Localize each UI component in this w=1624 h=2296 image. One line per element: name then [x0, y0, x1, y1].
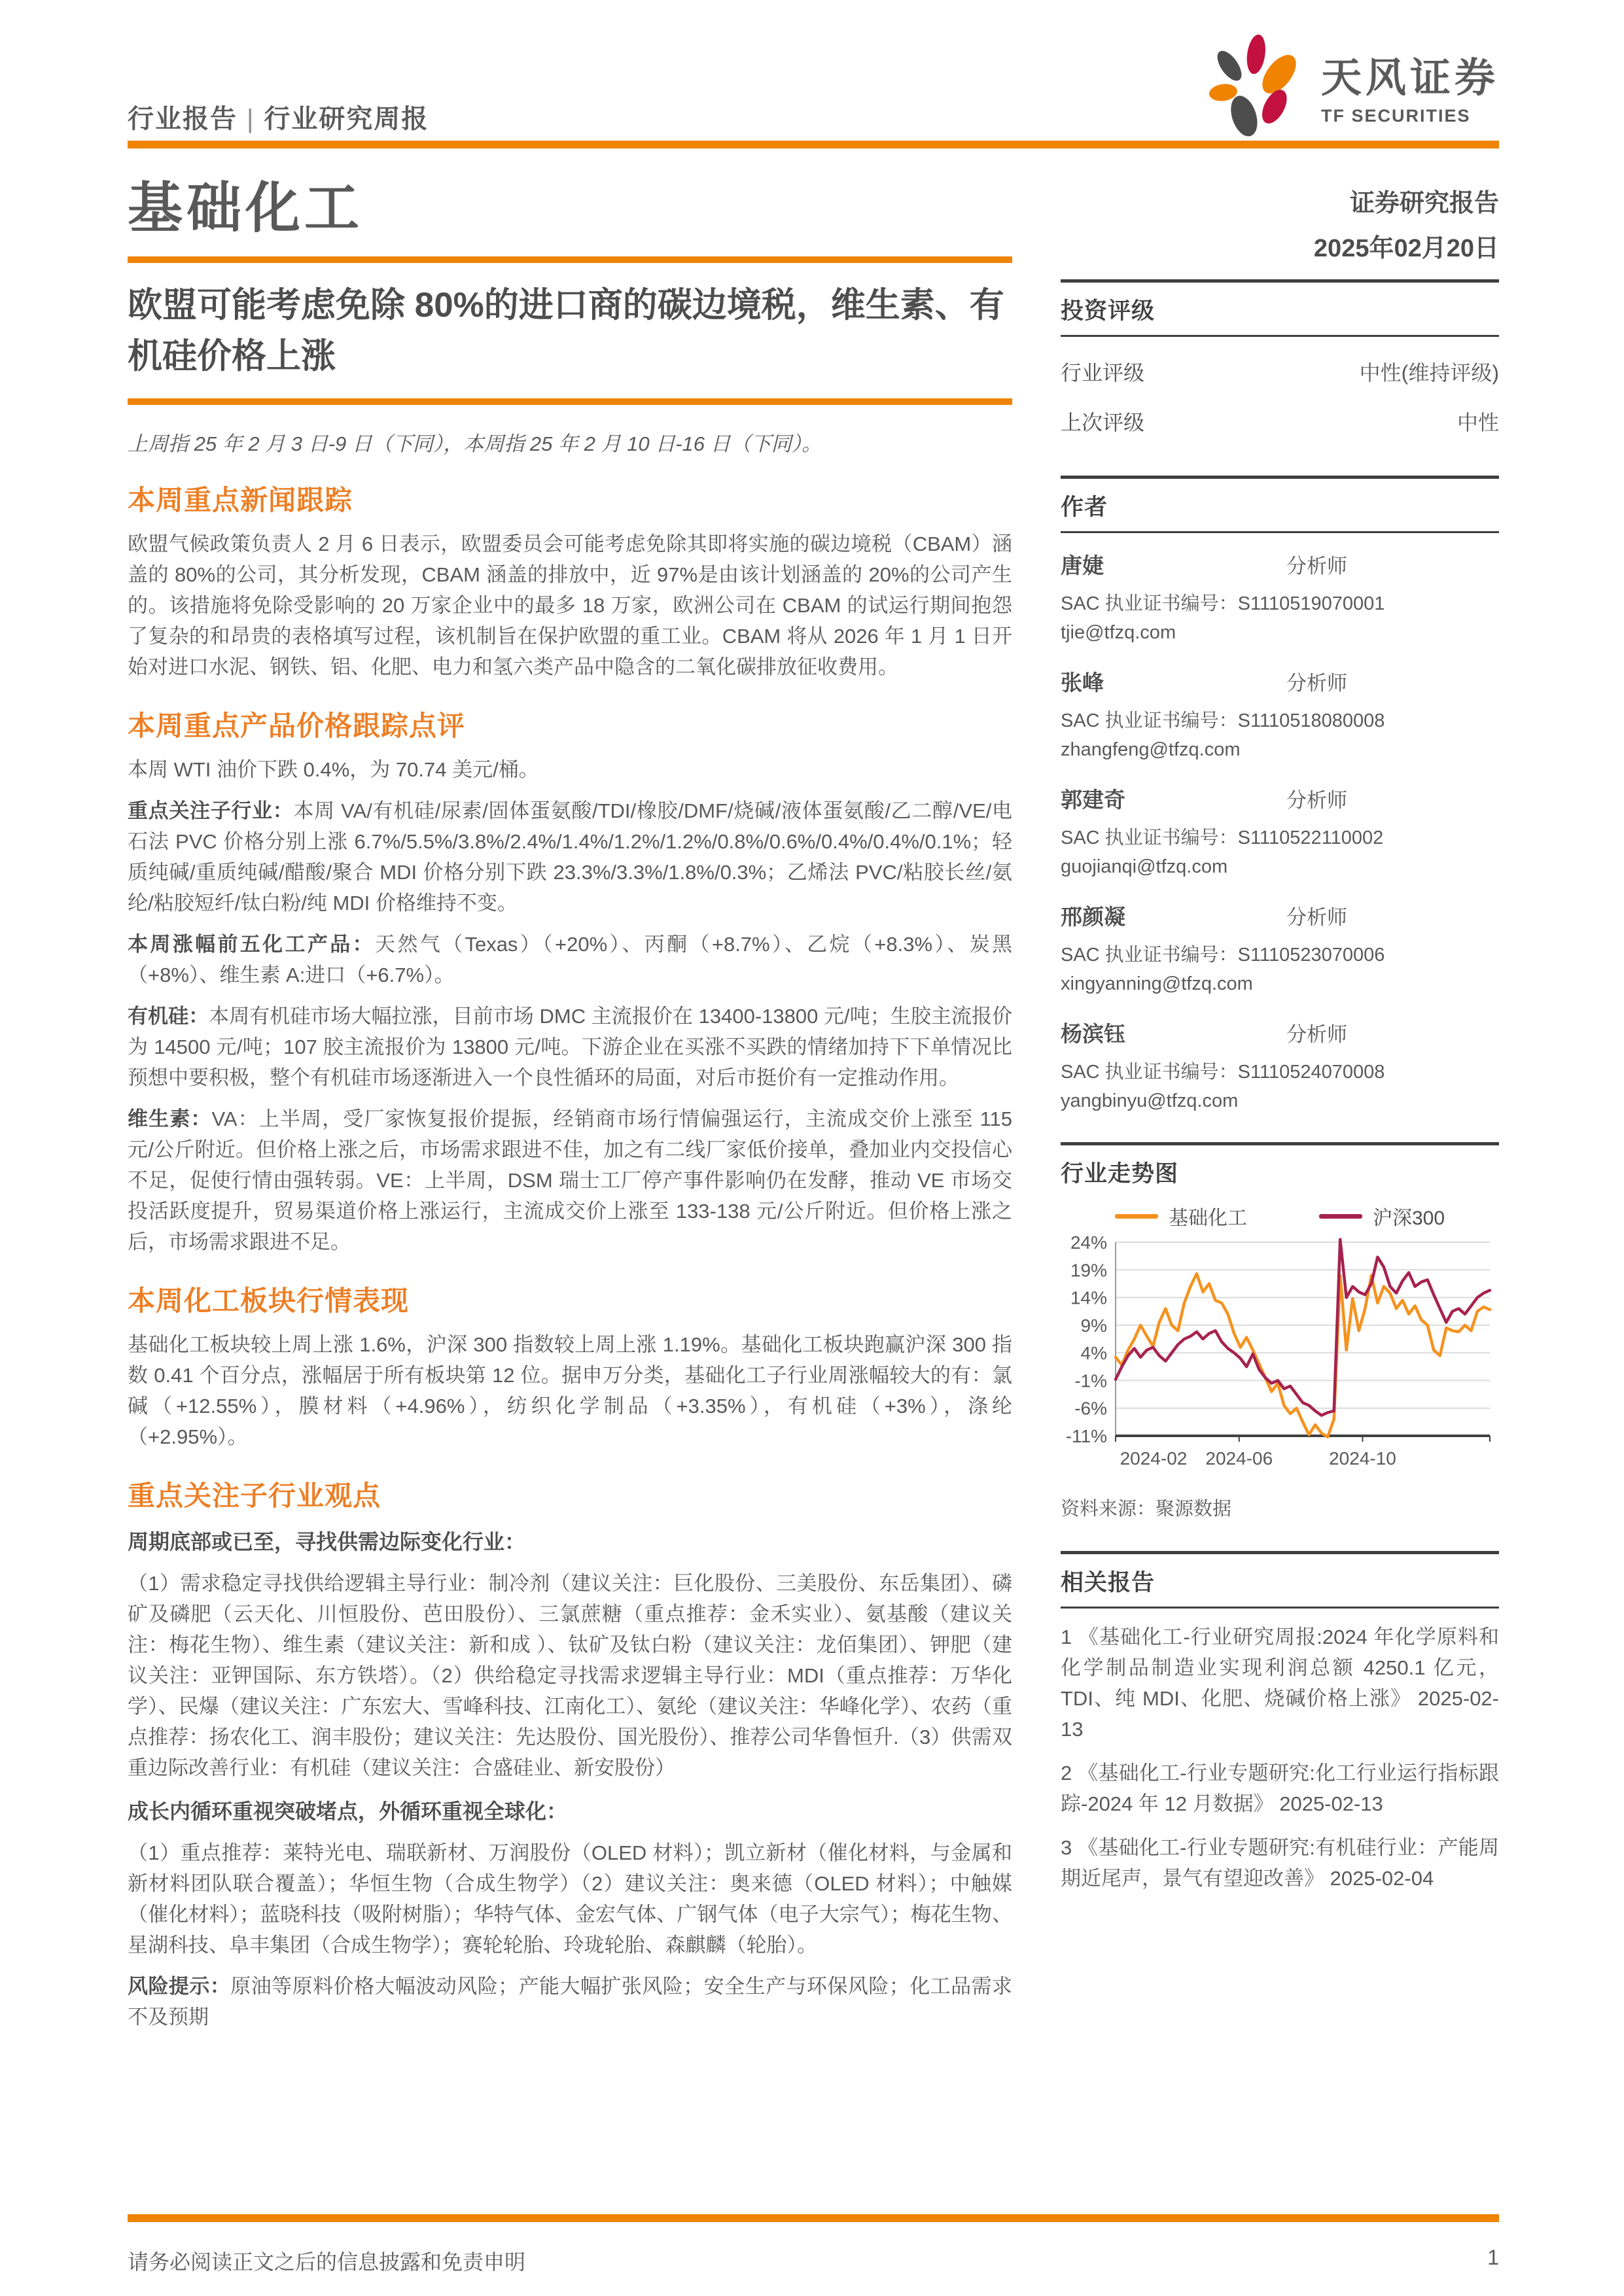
growth-paragraph: （1）重点推荐：莱特光电、瑞联新材、万润股份（OLED 材料）；凯立新材（催化材料，与金属和新材料团队联合覆盖）；华恒生物（合成生物学）（2）建议关注：奥来德（OLED 材料）；中触媒（催化材料）；蓝晓科技（吸附树脂）；华特气体、金宏气体、广钢气体（电子大宗气）；梅花生物、星湖科技、阜丰集团（合成生物学）；赛轮轮胎、玲珑轮胎、森麒麟（轮胎）。: [128, 1841, 1012, 1957]
related-report-link[interactable]: 1 《基础化工-行业研究周报:2024 年化学原料和化学制品制造业实现利润总额 4250.1 亿元，TDI、纯 MDI、化肥、烧碱价格上涨》 2025-02-13: [1061, 1626, 1499, 1741]
section-heading-market: 本周化工板块行情表现: [128, 1285, 410, 1316]
svg-text:2024-10: 2024-10: [1329, 1448, 1396, 1469]
vitamin-lead: 维生素：: [128, 1107, 212, 1130]
risk-lead: 风险提示：: [128, 1974, 231, 1998]
section-heading-views: 重点关注子行业观点: [128, 1480, 381, 1511]
header-rule: [128, 141, 1499, 148]
legend-swatch-chemical: [1115, 1214, 1158, 1219]
author-cert: SAC 执业证书编号：S1110518080008: [1061, 710, 1385, 731]
silicone-paragraph: [128, 1001, 1012, 1093]
author-cert: SAC 执业证书编号：S1110524070008: [1061, 1062, 1385, 1083]
author-email[interactable]: xingyanning@tfzq.com: [1061, 973, 1253, 994]
author-block: [1061, 783, 1499, 878]
author-name: 唐婕: [1061, 553, 1104, 578]
legend-item-csi300: [1319, 1202, 1445, 1230]
kicker-subcategory: 行业研究周报: [264, 105, 429, 133]
author-email[interactable]: tjie@tfzq.com: [1061, 622, 1176, 643]
svg-text:-1%: -1%: [1074, 1370, 1107, 1391]
chart-source: 资料来源：聚源数据: [1061, 1499, 1232, 1520]
silicone-text: 本周有机硅市场大幅拉涨，目前市场 DMC 主流报价在 13400-13800 元/吨；生胶主流报价为 14500 元/吨；107 胶主流报价为 13800 元/吨。下游企业在买涨不买跌的情绪加持下下单情况比预想中要积极，整个有机硅市场逐渐进入一个良性循环的局面，对后市挺价有一定推动作用。: [128, 1004, 1013, 1089]
author-role: 分析师: [1286, 555, 1347, 578]
rating-label: 上次评级: [1061, 411, 1145, 434]
legend-label-chemical: 基础化工: [1168, 1208, 1247, 1229]
market-performance-paragraph: 基础化工板块较上周上涨 1.6%，沪深 300 指数较上周上涨 1.19%。基础化工板块跑赢沪深 300 指数 0.41 个百分点，涨幅居于所有板块第 12 位。据申万分类，基础化工子行业周涨幅较大的有：氯碱（+12.55%），膜材料（+4.96%），纺织化学制品（+3.35%），有机硅（+3%），涤纶（+2.95%）。: [128, 1332, 1012, 1448]
chart-section-title: 行业走势图: [1061, 1161, 1179, 1187]
author-block: [1061, 900, 1499, 995]
author-name: 张峰: [1061, 670, 1104, 695]
period-note: 上周指 25 年 2 月 3 日-9 日（下同），本周指 25 年 2 月 10 日-16 日（下同）。: [128, 432, 822, 455]
svg-text:9%: 9%: [1080, 1315, 1107, 1336]
kicker-category: 行业报告: [128, 105, 238, 133]
author-role: 分析师: [1286, 672, 1347, 695]
rating-table: [1061, 357, 1499, 436]
author-role: 分析师: [1286, 789, 1347, 812]
section-heading-prices: 本周重点产品价格跟踪点评: [128, 710, 466, 741]
cycle-subheading: 周期底部或已至，寻找供需边际变化行业：: [128, 1529, 526, 1554]
rating-label: 行业评级: [1061, 361, 1145, 385]
rating-value: 中性(维持评级): [1359, 361, 1499, 385]
authors-section-title: 作者: [1061, 495, 1108, 520]
industry-title: 基础化工: [128, 177, 364, 239]
sidebar-rule: [1061, 1142, 1499, 1145]
brand-name-en: TF SECURITIES: [1320, 106, 1471, 126]
author-block: [1061, 1017, 1499, 1112]
report-type-label: 证券研究报告: [1349, 190, 1499, 217]
sidebar-rule: [1061, 476, 1499, 479]
flower-logo-icon: [1198, 33, 1308, 138]
main-column: [128, 148, 1012, 2043]
svg-text:2024-02: 2024-02: [1120, 1448, 1188, 1469]
news-paragraph: 欧盟气候政策负责人 2 月 6 日表示，欧盟委员会可能考虑免除其即将实施的碳边境税（CBAM）涵盖的 80%的公司，其分析发现，CBAM 涵盖的排放中，近 97%是由该计划涵盖的 20%的公司产生的。该措施将免除受影响的 20 万家企业中的最多 18 万家，欧洲公司在 CBAM 的试运行期间抱怨了复杂的和昂贵的表格填写过程，该机制旨在保护欧盟的重工业。CBAM 将从 2026 年 1 月 1 日开始对进口水泥、钢铁、铝、化肥、电力和氢六类产品中隐含的二氧化碳排放征收费用。: [128, 532, 1012, 678]
growth-subheading: 成长内循环重视突破堵点，外循环重视全球化：: [128, 1799, 568, 1823]
svg-text:24%: 24%: [1070, 1234, 1107, 1253]
svg-text:19%: 19%: [1070, 1260, 1107, 1281]
related-report-link[interactable]: 3 《基础化工-行业专题研究:有机硅行业：产能周期近尾声，景气有望迎改善》 2025-02-04: [1061, 1836, 1499, 1890]
chart-legend: [1061, 1202, 1499, 1230]
author-block: [1061, 549, 1499, 644]
rating-value: 中性: [1456, 411, 1499, 434]
author-cert: SAC 执业证书编号：S1110522110002: [1061, 827, 1384, 848]
rating-section-title: 投资评级: [1061, 298, 1156, 324]
vitamin-paragraph: [128, 1104, 1012, 1257]
rating-row-previous: [1061, 406, 1499, 436]
author-name: 杨滨钰: [1061, 1022, 1125, 1046]
svg-text:2024-06: 2024-06: [1205, 1448, 1273, 1469]
page-footer: [128, 2214, 1499, 2276]
report-title: 欧盟可能考虑免除 80%的进口商的碳边境税，维生素、有机硅价格上涨: [128, 286, 1004, 376]
author-email[interactable]: guojianqi@tfzq.com: [1061, 856, 1228, 877]
author-role: 分析师: [1286, 1023, 1347, 1046]
trend-line-chart: [1061, 1234, 1499, 1480]
related-report-link[interactable]: 2 《基础化工-行业专题研究:化工行业运行指标跟踪-2024 年 12 月数据》 2025-02-13: [1061, 1762, 1499, 1815]
page-number: 1: [1487, 2246, 1499, 2269]
silicone-lead: 有机硅：: [128, 1004, 209, 1028]
author-email[interactable]: yangbinyu@tfzq.com: [1061, 1090, 1239, 1111]
author-block: [1061, 666, 1499, 761]
industry-trend-chart: [1061, 1202, 1499, 1480]
report-date: 2025年02月20日: [1313, 235, 1499, 262]
author-email[interactable]: zhangfeng@tfzq.com: [1061, 739, 1241, 760]
author-name: 邢颜凝: [1061, 905, 1125, 929]
report-kicker: [128, 98, 429, 141]
reports-rule: [1061, 1607, 1499, 1609]
legend-swatch-csi300: [1319, 1214, 1362, 1219]
authors-rule: [1061, 531, 1499, 533]
svg-text:14%: 14%: [1070, 1287, 1107, 1308]
author-name: 郭建奇: [1061, 788, 1125, 812]
vitamin-text: VA：上半周，受厂家恢复报价提振，经销商市场行情偏强运行，主流成交价上涨至 115 元/公斤附近。但价格上涨之后，市场需求跟进不佳，加之有二线厂家低价接单，叠加业内交投信心不足，促使行情由强转弱。VE：上半周，DSM 瑞士工厂停产事件影响仍在发酵，推动 VE 市场交投活跃度提升，贸易渠道价格上涨运行，主流成交价上涨至 133-138 元/公斤附近。但价格上涨之后，市场需求跟进不足。: [128, 1107, 1012, 1253]
focus-industries-text: 本周 VA/有机硅/尿素/固体蛋氨酸/TDI/橡胶/DMF/烧碱/液体蛋氨酸/乙二醇/VE/电石法 PVC 价格分别上涨 6.7%/5.5%/3.8%/2.4%/1.4%/1.2%/1.2%/0.8%/0.6%/0.4%/0.4%/0.1%；轻质纯碱/重质纯碱/醋酸/聚合 MDI 价格分别下跌 23.3%/3.3%/1.8%/0.3%；乙烯法 PVC/粘胶长丝/氨纶/粘胶短纤/钛白粉/纯 MDI 价格维持不变。: [128, 799, 1013, 914]
title-rule-top: [128, 256, 1012, 263]
rating-row-industry: [1061, 357, 1499, 387]
svg-text:-6%: -6%: [1074, 1398, 1107, 1419]
rating-rule: [1061, 335, 1499, 337]
footer-rule: [128, 2214, 1499, 2222]
sidebar: [1061, 148, 1499, 2043]
top5-products-lead: 本周涨幅前五化工产品：: [128, 932, 375, 956]
focus-industries-paragraph: [128, 795, 1012, 918]
related-reports-title: 相关报告: [1061, 1570, 1156, 1595]
svg-text:4%: 4%: [1080, 1343, 1107, 1364]
author-cert: SAC 执业证书编号：S1110523070006: [1061, 945, 1385, 965]
svg-text:-11%: -11%: [1065, 1426, 1107, 1446]
author-cert: SAC 执业证书编号：S1110519070001: [1061, 593, 1385, 614]
section-heading-news: 本周重点新闻跟踪: [128, 484, 353, 515]
kicker-divider: |: [247, 105, 255, 133]
brand-name-cn: 天风证券: [1320, 56, 1499, 101]
brand-name: [1321, 45, 1499, 126]
brand-logo: [1198, 33, 1499, 141]
top5-products-paragraph: [128, 929, 1012, 990]
footer-disclaimer: 请务必阅读正文之后的信息披露和免责申明: [128, 2250, 526, 2274]
legend-label-csi300: 沪深300: [1372, 1208, 1445, 1229]
sidebar-rule: [1061, 279, 1499, 283]
author-role: 分析师: [1286, 906, 1347, 929]
risk-text: 原油等原料价格大幅波动风险；产能大幅扩张风险；安全生产与环保风险；化工品需求不及预期: [128, 1974, 1012, 2028]
top5-products-text: 天然气（Texas）（+20%）、丙酮（+8.7%）、乙烷（+8.3%）、炭黑（+8%）、维生素 A:进口（+6.7%）。: [128, 932, 1013, 986]
wti-paragraph: 本周 WTI 油价下跌 0.4%，为 70.74 美元/桶。: [128, 757, 539, 781]
focus-industries-lead: 重点关注子行业：: [128, 799, 294, 822]
legend-item-chemical: [1115, 1202, 1247, 1230]
page-header: [128, 36, 1499, 141]
sidebar-rule: [1061, 1551, 1499, 1554]
title-rule-bottom: [128, 398, 1012, 405]
cycle-paragraph: （1）需求稳定寻找供给逻辑主导行业：制冷剂（建议关注：巨化股份、三美股份、东岳集团）、磷矿及磷肥（云天化、川恒股份、芭田股份）、三氯蔗糖（重点推荐：金禾实业）、氨基酸（建议关注：梅花生物）、维生素（建议关注：新和成 ）、钛矿及钛白粉（建议关注：龙佰集团）、钾肥（建议关注：亚钾国际、东方铁塔）。（2）供给稳定寻找需求逻辑主导行业：MDI（重点推荐：万华化学）、民爆（建议关注：广东宏大、雪峰科技、江南化工）、氨纶（建议关注：华峰化学）、农药（重点推荐：扬农化工、润丰股份；建议关注：先达股份、国光股份）、推荐公司华鲁恒升.（3）供需双重边际改善行业：有机硅（建议关注：合盛硅业、新安股份）: [128, 1571, 1012, 1779]
risk-paragraph: [128, 1971, 1012, 2032]
